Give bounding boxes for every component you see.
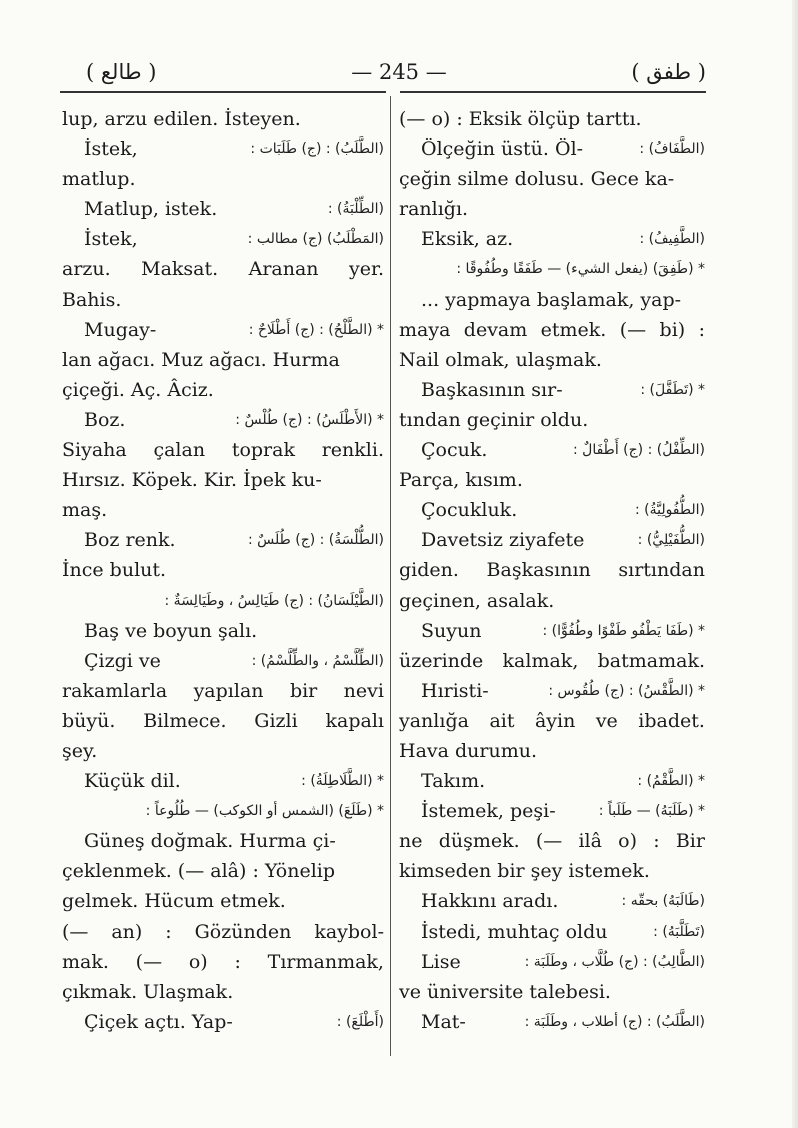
word: etmek. <box>540 318 607 341</box>
entry-line <box>399 616 705 646</box>
word: yer. <box>348 258 384 281</box>
running-head-left: ( طالع ) <box>86 60 157 84</box>
header-rule-left <box>60 91 386 93</box>
entry-line <box>399 947 705 977</box>
entry-line <box>62 796 384 826</box>
arabic-headword: * (طَفَا يَطْفُو طَفْوًا وطُفُوًّا) : <box>542 622 705 639</box>
word: : <box>165 920 172 943</box>
entry-line <box>62 856 384 886</box>
word: kaybol- <box>314 920 384 943</box>
entry-line <box>62 104 384 134</box>
arabic-headword: * (الطَّلَاطِلَةُ) : <box>301 773 384 790</box>
word: an) <box>111 920 143 943</box>
entry-line <box>399 495 705 525</box>
entry-line <box>399 194 705 224</box>
word: Gizli <box>254 709 298 732</box>
word: (— <box>135 950 163 973</box>
entry-line <box>62 977 384 1007</box>
word: Bilmece. <box>143 709 227 732</box>
column-divider <box>390 96 391 1056</box>
entry-line <box>399 766 705 796</box>
turkish-text: Nail olmak, ulaşmak. <box>399 348 602 371</box>
word: mak. <box>62 950 109 973</box>
word: giden. <box>399 559 459 582</box>
entry-line <box>62 495 384 525</box>
word: üzerinde <box>399 649 484 672</box>
turkish-text: Çizgi ve <box>84 649 161 672</box>
entry-line <box>399 375 705 405</box>
entry-line <box>62 315 384 345</box>
word: bir <box>289 679 318 702</box>
turkish-text: Hıristi- <box>421 679 489 702</box>
entry-line <box>62 706 384 736</box>
turkish-text: Çocukluk. <box>421 499 518 522</box>
turkish-text: Boz. <box>84 408 126 431</box>
arabic-headword: * (الأَطْلَسُ) : (ج) طُلْسٌ : <box>235 411 384 428</box>
word: Aranan <box>248 258 319 281</box>
turkish-text: Ölçeğin üstü. Öl- <box>421 138 584 161</box>
entry-line <box>62 555 384 585</box>
turkish-text: çeğin silme dolusu. Gece ka- <box>399 168 675 191</box>
word: âyin <box>534 709 576 732</box>
turkish-text: Hava durumu. <box>399 739 538 762</box>
entry-line <box>399 917 705 947</box>
turkish-text: ... yapmaya başlamak, yap- <box>421 288 682 311</box>
entry-line <box>62 586 384 616</box>
turkish-text <box>62 435 384 465</box>
word: Başkasının <box>486 559 591 582</box>
turkish-text: Eksik, az. <box>421 228 514 251</box>
entry-line <box>62 646 384 676</box>
entry-line <box>399 676 705 706</box>
word: kalmak, <box>502 649 579 672</box>
turkish-text: Çocuk. <box>421 439 488 462</box>
turkish-text <box>399 555 705 585</box>
entry-line <box>399 104 705 134</box>
page-number: — 245 — <box>351 60 447 84</box>
word: devam <box>463 318 528 341</box>
word: : <box>234 950 241 973</box>
entry-line <box>399 826 705 856</box>
turkish-text: çeklenmek. (— alâ) : Yönelip <box>62 860 336 883</box>
arabic-headword: (الطِّلَّسْمُ ، والطِّلَّسْمُ) : <box>251 652 384 669</box>
turkish-text: İnce bulut. <box>62 559 167 582</box>
entry-line <box>399 977 705 1007</box>
word: (— <box>619 318 647 341</box>
entry-line <box>399 465 705 495</box>
left-column <box>62 104 384 1037</box>
right-column <box>399 104 705 1037</box>
word: ibadet. <box>638 709 705 732</box>
word: Siyaha <box>62 439 127 462</box>
word: Maksat. <box>141 258 219 281</box>
arabic-headword: (الطِّلْبَةُ) : <box>327 201 384 218</box>
word: : <box>698 318 705 341</box>
word: Gözünden <box>194 920 292 943</box>
entry-line <box>399 315 705 345</box>
turkish-text: Hırsız. Köpek. Kir. İpek ku- <box>62 469 322 492</box>
turkish-text: İstedi, muhtaç oldu <box>421 920 608 943</box>
turkish-text: Takım. <box>421 770 486 793</box>
turkish-text: çiçeği. Aç. Âciz. <box>62 378 214 401</box>
arabic-headword: (طَالَبَهُ) بحقّه : <box>621 893 705 910</box>
word: batmamak. <box>597 649 705 672</box>
entry-line <box>62 616 384 646</box>
turkish-text: Mugay- <box>84 318 157 341</box>
entry-line <box>62 676 384 706</box>
word: büyü. <box>62 709 116 732</box>
entry-line <box>399 525 705 555</box>
turkish-text: Bahis. <box>62 288 122 311</box>
entry-line <box>62 285 384 315</box>
word: ne <box>399 830 423 853</box>
arabic-headword: * (الطَّلْحُ) : (ج) أَطْلَاحٌ : <box>248 321 384 338</box>
entry-line <box>399 886 705 916</box>
entry-line <box>399 646 705 676</box>
turkish-text: İstek, <box>84 228 138 251</box>
arabic-headword: (الطُّلْسَةُ) : (ج) طُلَسٌ : <box>247 532 384 549</box>
turkish-text <box>399 315 705 345</box>
turkish-text: İstek, <box>84 138 138 161</box>
entry-line <box>62 1007 384 1037</box>
turkish-text <box>62 254 384 284</box>
turkish-text: Lise <box>421 950 461 973</box>
turkish-text: gelmek. Hücum etmek. <box>62 890 286 913</box>
entry-line <box>399 285 705 315</box>
word: (— <box>535 830 563 853</box>
running-head-right: ( طفق ) <box>631 60 706 84</box>
arabic-headword: * (طَفِقَ) (يفعل الشيء) — طَفَقًا وطُفُوقًا : <box>456 261 705 278</box>
arabic-headword: (الطَّفِيفُ) : <box>639 231 705 248</box>
entry-line <box>399 856 705 886</box>
word: ait <box>489 709 515 732</box>
word: yanlığa <box>399 709 469 732</box>
word: bi) <box>659 318 686 341</box>
turkish-text: lan ağacı. Muz ağacı. Hurma <box>62 348 340 371</box>
entry-line <box>399 586 705 616</box>
header-rule-right <box>400 91 706 93</box>
turkish-text: Baş ve boyun şalı. <box>84 619 258 642</box>
entry-line <box>62 375 384 405</box>
entry-line <box>62 886 384 916</box>
entry-line <box>399 1007 705 1037</box>
turkish-text: Matlup, istek. <box>84 198 218 221</box>
word: arzu. <box>62 258 111 281</box>
entry-line <box>62 435 384 465</box>
entry-line <box>399 405 705 435</box>
arabic-headword: * (طَلَعَ) (الشمس أو الكوكب) — طُلُوعاً : <box>145 803 384 820</box>
word: o) <box>618 830 638 853</box>
turkish-text: (— o) : Eksik ölçüp tarttı. <box>399 108 642 130</box>
turkish-text <box>399 826 705 856</box>
entry-line <box>62 947 384 977</box>
word: Tırmanmak, <box>267 950 384 973</box>
arabic-headword: (أَطْلَعَ) : <box>336 1013 384 1030</box>
word: o) <box>188 950 208 973</box>
arabic-headword: (الطَّالِبُ) : (ج) طُلَّاب ، وطَلَبَة : <box>524 953 705 970</box>
turkish-text: Davetsiz ziyafete <box>421 529 585 552</box>
entry-line <box>62 766 384 796</box>
turkish-text: Boz renk. <box>84 529 176 552</box>
turkish-text: tından geçinir oldu. <box>399 408 589 431</box>
entry-line <box>399 796 705 826</box>
turkish-text: İstemek, peşi- <box>421 800 556 823</box>
word: ilâ <box>578 830 602 853</box>
word: (— <box>62 920 89 943</box>
arabic-headword: (الطَّيْلَسَانُ) : (ج) طَيَالِسُ ، وطَيَالِسَةٌ : <box>164 592 384 609</box>
arabic-headword: * (الطَّقْسُ) : (ج) طُقُوس : <box>548 682 705 699</box>
word: çalan <box>153 439 206 462</box>
arabic-headword: * (تَطَفَّلَ) : <box>640 381 705 398</box>
entry-line <box>399 134 705 164</box>
arabic-headword: (الطَّفَافُ) : <box>639 141 705 158</box>
entry-line <box>399 254 705 284</box>
turkish-text: lup, arzu edilen. İsteyen. <box>62 108 301 130</box>
turkish-text: ranlığı. <box>399 198 469 221</box>
word: ve <box>595 709 618 732</box>
entry-line <box>399 555 705 585</box>
entry-line <box>62 224 384 254</box>
turkish-text <box>62 706 384 736</box>
word: maya <box>399 318 451 341</box>
arabic-headword: (المَطْلَبُ) (ج) مطالب : <box>247 231 384 248</box>
arabic-headword: (تَطَلَّبَهُ) : <box>653 923 705 940</box>
turkish-text: geçinen, asalak. <box>399 589 555 612</box>
turkish-text: Parça, kısım. <box>399 469 523 492</box>
word: rakamlarla <box>62 679 168 702</box>
arabic-headword: (الطَّلَبُ) : (ج) أطلاب ، وطَلَبَة : <box>524 1013 705 1030</box>
turkish-text: şey. <box>62 739 98 762</box>
arabic-headword: * (الطَّقْمُ) : <box>637 773 705 790</box>
entry-line <box>62 917 384 947</box>
turkish-text: Başkasının sır- <box>421 378 563 401</box>
arabic-headword: * (طَلَبَهُ) — طَلَباً : <box>598 803 705 820</box>
entry-line <box>62 525 384 555</box>
entry-line <box>399 224 705 254</box>
turkish-text <box>399 706 705 736</box>
turkish-text: matlup. <box>62 168 136 191</box>
entry-line <box>62 826 384 856</box>
turkish-text <box>62 947 384 977</box>
arabic-headword: (الطُّفُولِيَّةُ) : <box>634 502 705 519</box>
turkish-text: ve üniversite talebesi. <box>399 980 611 1003</box>
entry-line <box>399 736 705 766</box>
arabic-headword: (الطُّفَيْلِيُّ) : <box>637 532 705 549</box>
arabic-headword: (الطِّفْلُ) : (ج) أَطْفَالٌ : <box>573 442 705 459</box>
arabic-headword: (الطَّلَبُ) : (ج) طَلَبَات : <box>250 141 384 158</box>
word: kapalı <box>325 709 384 732</box>
entry-line <box>62 465 384 495</box>
entry-line <box>399 345 705 375</box>
entry-line <box>62 164 384 194</box>
entry-line <box>399 164 705 194</box>
entry-line <box>62 194 384 224</box>
turkish-text <box>62 676 384 706</box>
entry-line <box>62 736 384 766</box>
entry-line <box>399 435 705 465</box>
word: yapılan <box>193 679 264 702</box>
word: sırtından <box>618 559 705 582</box>
turkish-text: kimseden bir şey istemek. <box>399 860 650 883</box>
entry-line <box>62 345 384 375</box>
turkish-text <box>399 646 705 676</box>
turkish-text <box>62 917 384 947</box>
turkish-text: Hakkını aradı. <box>421 890 559 913</box>
turkish-text: Küçük dil. <box>84 770 181 793</box>
word: toprak <box>231 439 295 462</box>
entry-line <box>62 405 384 435</box>
word: nevi <box>343 679 384 702</box>
turkish-text: Çiçek açtı. Yap- <box>84 1010 233 1033</box>
word: renkli. <box>321 439 384 462</box>
scan-edge <box>792 0 798 1128</box>
turkish-text: maş. <box>62 499 108 522</box>
word: düşmek. <box>438 830 520 853</box>
entry-line <box>62 134 384 164</box>
turkish-text: Güneş doğmak. Hurma çi- <box>84 830 336 853</box>
turkish-text: Suyun <box>421 619 482 642</box>
word: Bir <box>675 830 705 853</box>
entry-line <box>62 254 384 284</box>
turkish-text: Mat- <box>421 1010 466 1033</box>
turkish-text: çıkmak. Ulaşmak. <box>62 980 234 1003</box>
word: : <box>653 830 660 853</box>
entry-line <box>399 706 705 736</box>
